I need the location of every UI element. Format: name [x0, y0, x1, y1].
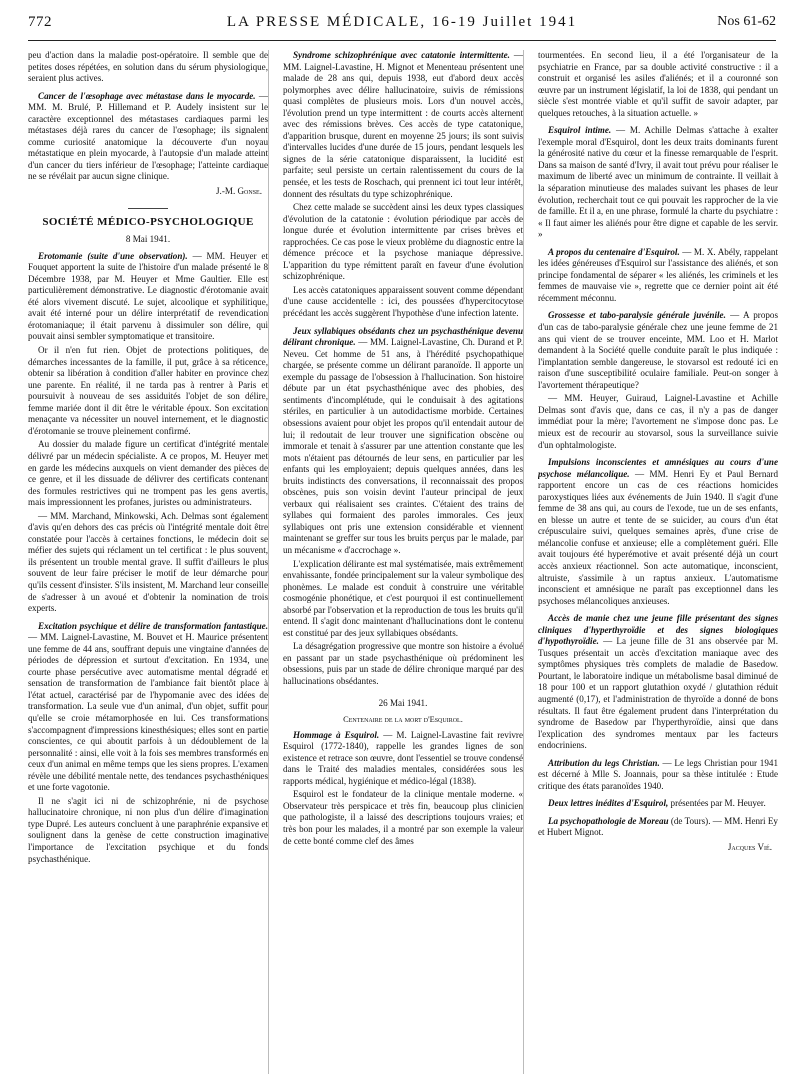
paragraph: La désagrégation progressive que montre son histoire a évolué en passant par un stade psychasthénique où prédominent les obsessions, puis par un stade de délire chronique marqué par des hallucinations obsédantes. [283, 641, 523, 686]
section-heading: SOCIÉTÉ MÉDICO-PSYCHOLOGIQUE [42, 215, 254, 228]
entry-syndrome [283, 50, 523, 200]
entry-title: Erotomanie (suite d'une observation). [38, 250, 188, 261]
entry-excitation [28, 621, 268, 794]
entry-impulsions [538, 457, 778, 607]
entry-body: — M. Achille Delmas s'attache à exalter l'exemple moral d'Esquirol, dont les deux traits dominants furent la générosité native du cœur et la finesse remarquable de l'esprit. Dans sa maison de santé d'Ivry, il avait tout prévu pour réaliser le maximum de liberté avec un minimum de contrainte. Il veillait à la séparation minutieuse des malades suivant les phases de leur évolution, recherchait tout ce qui pouvait les rapprocher de la vie de famille. Et il a, en une phrase, formulé la charte du psychiatre : « Il faut aimer les aliénés pour être digne et capable de les servir. » [538, 125, 778, 240]
column-3 [538, 50, 778, 1074]
paragraph: — MM. Heuyer, Guiraud, Laignel-Lavastine et Achille Delmas sont d'avis que, dans ce cas, il n'y a pas de danger immédiat pour la mère; l'avortement ne s'impose donc pas. Le mieux est de recourir au stovarsol, sous la surveillance suivie d'un ophtalmologiste. [538, 393, 778, 450]
paragraph: tourmentées. En second lieu, il a été l'organisateur de la psychiatrie en France, par sa double activité constructive : il a construit et organisé les asiles d'aliénés; et il a couronné son œuvre par un instrument législatif, la loi de 1838, qui pendant un siècle s'est montrée viable et qu'il suffit de savoir adapter, par quelques retouches, à la situation actuelle. » [538, 50, 778, 118]
entry-title: Cancer de l'œsophage avec métastase dans le myocarde. [38, 90, 256, 101]
entry-title: Excitation psychique et délire de transformation fantastique. [38, 620, 268, 631]
entry-body: — Le legs Christian pour 1941 est décerné à Mlle S. Joannais, pour sa thèse intitulée : Etude critique des états paranoïdes 1940. [538, 757, 778, 791]
paragraph: peu d'action dans la maladie post-opératoire. Il semble que de petites doses répétées, en solution dans du sérum physiologique, seraient plus actives. [28, 50, 268, 84]
entry-body: — MM. Heuyer et Fouquet apportent la suite de l'histoire d'un malade présenté le 8 Décembre 1938, par M. Heuyer et Mme Gaultier. Elle est particulièrement démonstrative. Le diagnostic d'érotomanie avait été alors vivement discuté. Le sujet, alcoolique et syphilitique, avait été interné pour un délire interprétatif de revendication érotomaniaque; il était parvenu à dissimuler son délire, qui pouvait ainsi sembler symptomatique et transitoire. [28, 250, 268, 342]
signature: J.-M. Gonse. [216, 186, 262, 197]
entry-cancer [28, 91, 268, 183]
entry-body: — M. X. Abély, rappelant les idées généreuses d'Esquirol sur l'assistance des aliénés, et son principe fondamental de séparer « les aliénés, les criminels et les femmes de mauvaise vie », regrette que ce dernier point ait été récemment méconnu. [538, 246, 778, 303]
column-1 [28, 50, 269, 1074]
entry-acces-manie [538, 613, 778, 752]
entry-title: Impulsions inconscientes et amnésiques au cours d'une psychose mélancolique. [538, 457, 778, 479]
issue-number: Nos 61-62 [717, 14, 776, 29]
entry-title: Attribution du legs Christian. [548, 757, 660, 768]
paragraph: Au dossier du malade figure un certificat d'intégrité mentale délivré par un médecin spécialiste. A ce propos, M. Heuyer met en garde les médecins auxquels on vient demander des pièces de ce genre, et il les dissuade de délivrer des certificats contenant des formules restrictives qui ne trompent pas les gens avertis, mais impressionnent les profanes, juristes ou administrateurs. [28, 439, 268, 508]
entry-title: Grossesse et tabo-paralysie générale juvénile. [548, 310, 726, 321]
entry-erotomanie [28, 251, 268, 343]
entry-attribution [538, 758, 778, 793]
entry-body: — MM. M. Brulé, P. Hillemand et P. Audely insistent sur le caractère exceptionnel des métastases cardiaques parmi les métastases déjà rares du cancer de l'œsophage; ils signalent comme curiosité anatomique la découverte d'un noyau métastatique en plein myocarde, à l'autopsie d'un malade atteint d'un cancer du tiers inférieur de l'œsophage; l'atteinte cardiaque ne se révélait par aucun signe clinique. [28, 90, 268, 182]
entry-title: Esquirol intime. [548, 125, 612, 136]
entry-body: — MM. Laignel-Lavastine, H. Mignot et Menenteau présentent une malade de 28 ans qui, depuis 1938, eut d'abord deux accès polymorphes avec délire hallucinatoire, suivis de rémissions quasi complètes de plusieurs mois. Lors d'un nouvel accès, l'évolution prend un type intermittent : de courts accès alternent avec des rémissions brèves. Ces accès de type catatonique, d'apparition brusque, durent en moyenne 25 jours; ils sont suivis d'intervalles lucides d'une durée de 15 jours, pendant lesquels les signes de la série catatonique disparaissent, la lucidité est parfaite; seul persiste un certain ralentissement du cours de la pensée, et les tests de Roschach, qui prennent ici tout leur intérêt, donnent des résultats du type schizophrénique. [283, 50, 523, 199]
entry-title: Deux lettres inédites d'Esquirol, [548, 798, 669, 809]
paragraph: Chez cette malade se succèdent ainsi les deux types classiques d'évolution de la catatonie : évolution périodique par accès de longue durée et évolution intermittente par crises brèves et rapprochées. Ce cas pose le vieux problème du diagnostic entre la démence précoce et la psychose maniaque dépressive. L'apparition du type rémittent paraît en faveur d'une évolution schizophrénique. [283, 202, 523, 282]
entry-body: — MM. Henri Ey et Paul Bernard rapportent encore un cas de ces réactions homicides paroxystiques liées aux événements de Juin 1940. Il s'agit d'une femme de 38 ans qui, au cours de l'exode, tue un de ses enfants, en blesse un autre et tente de se suicider, au cours d'un état crépusculaire suivi, quelques semaines après, d'une crise de mélancolie confuse et anxieuse; elle a complètement guéri. Elle avait toujours été hyperémotive et avait présenté déjà un court accès anxieux réactionnel. Son acte automatique, inconscient, altruiste, s'assimile à un raptus anxieux. L'automatisme inconscient et amnésique ne paraît pas exceptionnel dans les psychoses mélancoliques anxieuses. [538, 468, 778, 606]
divider [128, 208, 168, 209]
session-date: 8 Mai 1941. [125, 234, 171, 245]
entry-title: Jeux syllabiques obsédants chez un psychasthénique devenu délirant chronique. [283, 325, 523, 348]
page-header [28, 14, 776, 41]
entry-title: A propos du centenaire d'Esquirol. [548, 246, 680, 257]
entry-title: La psychopathologie de Moreau [548, 815, 669, 826]
paragraph: Esquirol est le fondateur de la clinique mentale moderne. « Observateur très perspicace et très fin, beaucoup plus clinicien que pathologiste, il a laissé des descriptions toujours vraies; et très bon pour les malades, il a montré par son exemple la valeur de cette bonté comme clef des âmes [283, 789, 523, 846]
subsection-heading: Centenaire de la mort d'Esquirol. [343, 715, 463, 725]
page-number: 772 [28, 14, 52, 30]
entry-body: — MM. Laignel-Lavastine, Ch. Durand et P. Neveu. Cet homme de 51 ans, à l'hérédité psychopathique chargée, se présente comme un délirant paranoïde. Il apporte un exemple du passage de l'obsession à l'hallucination. Son histoire débute par un état psychasthénique avec des phobies, des sentiments d'incomplétude, qui le conduisait à des agitations stériles, en particulier à un autodidactisme morbide. Certaines obsessions avaient pour objet les propos qu'il entendait autour de lui; il redoutait de leur trouver une signification obscène ou immorale et tenait à s'assurer par une attention constante que les mots n'étaient pas détournés de leur sens, en particulier par les enfants qui les employaient; depuis quelques années, dans les bruits indistincts des conversations, il reconnaissait des propos obscènes, puis son voisin devint l'auteur principal de jeux verbaux qui réalisaient ses craintes. C'étaient des trains de syllabes qui formaient des paroles immorales. Ces jeux syllabiques ont pris une extension considérable et viennent maintenant se greffer sur tous les bruits perçus par le malade, par un mécanisme « d'accrochage ». [283, 337, 523, 555]
session-date: 26 Mai 1941. [378, 697, 428, 708]
entry-intime [538, 125, 778, 240]
entry-title: Syndrome schizophrénique avec catatonie intermittente. [293, 50, 510, 60]
entry-hommage [283, 730, 523, 788]
paragraph: Il ne s'agit ici ni de schizophrénie, ni de psychose hallucinatoire chronique, ni non plus d'un délire d'imagination type Dupré. Les auteurs concluent à une paraphrénie expansive et soulignent dans la genèse de cette construction imaginative l'importance de l'excitation psychique et du fonds psychasthénique. [28, 795, 268, 864]
paragraph: Or il n'en fut rien. Objet de protections politiques, de démarches incessantes de la famille, il put, grâce à sa réticence, obtenir sa libération à condition d'aller habiter en province chez une parente. En réalité, il ne tarda pas à rentrer à Paris et poursuivit à nouveau de ses assiduités l'objet de son délire, femme mariée dont il dit être le véritable époux. Son excitation menaçante va nécessiter un nouvel internement, et le diagnostic d'érotomanie se trouve pleinement confirmé. [28, 345, 268, 436]
paragraph: — MM. Marchand, Minkowski, Ach. Delmas sont également d'avis qu'en dehors des cas précis où l'intégrité mentale doit être constatée pour l'accès à certaines fonctions, le médecin doit se méfier des sujets qui réclament un tel certificat : le plus souvent, ils présentent un trouble mental grave. Il suffit d'ailleurs le plus souvent de leur faire préciser le motif de leur démarche pour qu'ils cessent d'insister. S'ils insistent, M. Marchand leur conseille de s'adresser à un avoué et d'obtenir la nomination de trois experts. [28, 510, 268, 614]
entry-moreau [538, 816, 778, 839]
entry-jeux [283, 326, 523, 557]
article-columns [28, 50, 778, 1074]
entry-body: — M. Laignel-Lavastine fait revivre Esquirol (1772-1840), rappelle les grandes lignes de son existence et retrace son œuvre, dont l'essentiel se trouve condensé dans le Traité des maladies mentales, considérées sous les rapports médical, hygiénique et médico-légal (1838). [283, 729, 523, 786]
entry-lettres [538, 798, 778, 810]
signature: Jacques Vié. [727, 842, 772, 852]
entry-body: — La jeune fille de 31 ans observée par M. Tusques présentait un accès d'excitation maniaque avec des symptômes physiques très complets de maladie de Basedow. Pourtant, le laboratoire indique un métabolisme basal diminué de 18 pour 100 et un rapport glutathion oxydé / glutathion réduit augmenté (0,17), et l'administration de thyroïde a donné de bons résultats. Il faut être également prudent dans l'interprétation du syndrome de Basedow par l'hyperthyroïdie, ainsi que dans l'explication des syndromes mentaux par les facteurs endocriniens. [538, 636, 778, 751]
entry-grossesse [538, 310, 778, 391]
entry-title: Hommage à Esquirol. [293, 729, 380, 740]
paragraph: L'explication délirante est mal systématisée, mais extrêmement envahissante, fondée principalement sur la valeur symbolique des phonèmes. Le malade est conduit à construire une véritable cosmogénie phonétique, et c'est pourquoi il est continuellement absorbé par l'observation et la reproduction de tous les bruits qu'il entend. Il s'agit donc maintenant d'hallucinations dont le contenu est constitué par des jeux syllabiques obsédants. [283, 558, 523, 638]
entry-body: — A propos d'un cas de tabo-paralysie générale chez une jeune femme de 21 ans qui vient de se trouver enceinte, MM. Loo et H. Marlot demandent à la Société quelle conduite paraît le plus indiquée : l'implantation semble dangereuse, le stovarsol est redouté ici en raison d'une susceptibilité oculaire familiale. Peut-on songer à l'avortement thérapeutique? [538, 310, 778, 390]
column-2 [283, 50, 524, 1074]
entry-body: — MM. Laignel-Lavastine, M. Bouvet et H. Maurice présentent une femme de 44 ans, souffrant depuis une vingtaine d'années de périodes de dépression et surtout d'excitation. En 1934, une courte phase persécutive avec automatisme mental dégradé et sensation de transformation de l'ambiance fait bientôt place à l'état actuel, caractérisé par de l'hypomanie avec des idées de transformation. La seule vue d'un animal, d'un objet, suffit pour qu'elle se croie métamorphosée en lui. Ces transformations s'accompagnent d'impressions kinesthésiques; elles sont en partie conscientes, ce qui aboutit parfois à un dédoublement de la personnalité : ainsi, elle voit à la fois ses membres transformés en ceux d'un animal en même temps que les siens propres. L'examen révèle une débilité mentale nette, des tendances psychasthéniques et une forte vagotonie. [28, 632, 268, 793]
entry-propos [538, 247, 778, 305]
entry-body: (de Tours). — MM. Henri Ey et Hubert Mignot. [538, 815, 778, 838]
entry-title: Accès de manie chez une jeune fille présentant des signes cliniques d'hyperthyroïdie et des signes biologiques d'hypothyroïdie. [538, 613, 778, 647]
entry-body: présentées par M. Heuyer. [670, 798, 766, 809]
journal-title: LA PRESSE MÉDICALE, 16-19 Juillet 1941 [226, 14, 578, 30]
paragraph: Les accès catatoniques apparaissent souvent comme dépendant d'une cause accidentelle : ici, des poussées d'hypercitocytose précédant les accès suggèrent l'hypothèse d'une infection latente. [283, 284, 523, 319]
